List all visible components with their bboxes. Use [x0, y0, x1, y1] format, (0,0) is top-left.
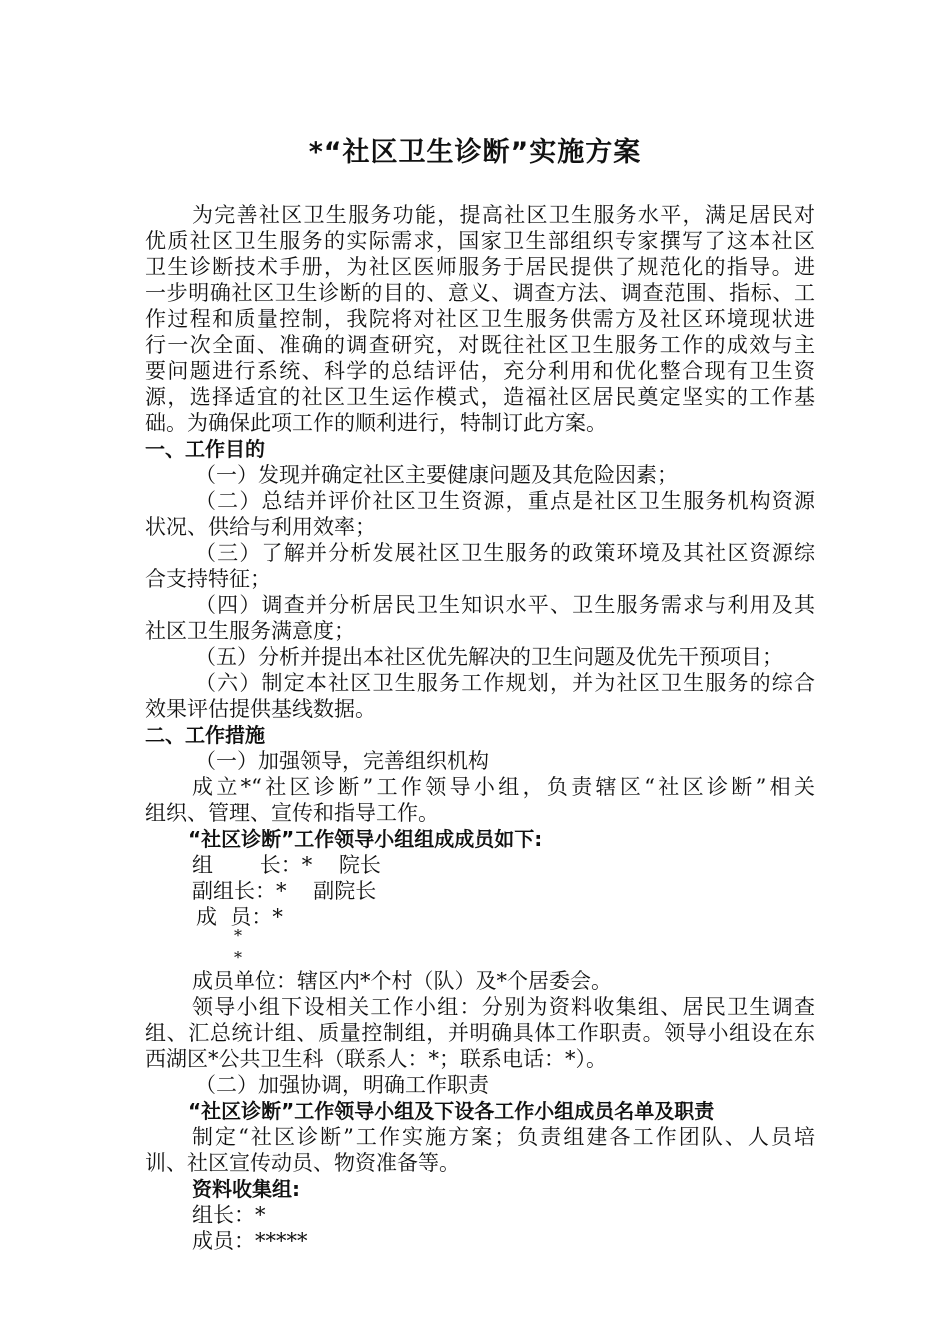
group-heading: 资料收集组:	[192, 1177, 300, 1201]
member-star: *	[234, 926, 242, 945]
objective-line: 社区卫生服务满意度；	[145, 619, 355, 643]
objective-line: （五）分析并提出本社区优先解决的卫生问题及优先干预项目；	[195, 645, 783, 669]
objective-line: （三）了解并分析发展社区卫生服务的政策环境及其社区资源综	[195, 541, 815, 565]
body-line: 成立*“社区诊断”工作领导小组，负责辖区“社区诊断”相关	[192, 775, 815, 799]
group-leader-line: 组长：*	[192, 1203, 266, 1227]
subsection-heading: （一）加强领导，完善组织机构	[195, 749, 489, 773]
intro-line: 要问题进行系统、科学的总结评估，充分利用和优化整合现有卫生资	[145, 359, 815, 383]
intro-line: 卫生诊断技术手册，为社区医师服务于居民提供了规范化的指导。进	[145, 255, 815, 279]
body-line: 西湖区*公共卫生科（联系人：*；联系电话：*）。	[145, 1047, 607, 1071]
deputy-line: 副组长：* 副院长	[192, 879, 377, 903]
intro-line: 行一次全面、准确的调查研究，对既往社区卫生服务工作的成效与主	[145, 333, 815, 357]
body-line: 组、汇总统计组、质量控制组，并明确具体工作职责。领导小组设在东	[145, 1021, 815, 1045]
intro-line: 源，选择适宜的社区卫生运作模式，造福社区居民奠定坚实的工作基	[145, 385, 815, 409]
objective-line: 合支持特征；	[145, 567, 271, 591]
objective-line: 状况、供给与利用效率；	[145, 515, 376, 539]
list-heading: “社区诊断”工作领导小组及下设各工作小组成员名单及职责	[188, 1099, 715, 1123]
document-title: *“社区卫生诊断”实施方案	[308, 137, 642, 168]
objective-line: （六）制定本社区卫生服务工作规划，并为社区卫生服务的综合	[195, 671, 815, 695]
objective-line: （一）发现并确定社区主要健康问题及其危险因素；	[195, 463, 678, 487]
intro-line: 一步明确社区卫生诊断的目的、意义、调查方法、调查范围、指标、工	[145, 281, 815, 305]
intro-line: 础。为确保此项工作的顺利进行，特制订此方案。	[145, 411, 607, 435]
group-members-line: 成员：*****	[192, 1229, 308, 1253]
members-line: 成 员：*	[196, 905, 283, 929]
intro-line: 优质社区卫生服务的实际需求，国家卫生部组织专家撰写了这本社区	[145, 229, 815, 253]
section-heading: 一、工作目的	[145, 437, 265, 461]
body-line: 训、社区宣传动员、物资准备等。	[145, 1151, 460, 1175]
objective-line: （四）调查并分析居民卫生知识水平、卫生服务需求与利用及其	[195, 593, 815, 617]
body-line: 领导小组下设相关工作小组：分别为资料收集组、居民卫生调查	[192, 995, 815, 1019]
member-star: *	[234, 948, 242, 967]
intro-line: 作过程和质量控制，我院将对社区卫生服务供需方及社区环境现状进	[145, 307, 815, 331]
section-heading: 二、工作措施	[145, 723, 265, 747]
members-heading: “社区诊断”工作领导小组组成成员如下:	[188, 827, 543, 851]
body-line: 制定“社区诊断”工作实施方案；负责组建各工作团队、人员培	[192, 1125, 815, 1149]
unit-line: 成员单位：辖区内*个村（队）及*个居委会。	[192, 969, 612, 993]
intro-line: 为完善社区卫生服务功能，提高社区卫生服务水平，满足居民对	[192, 203, 815, 227]
objective-line: （二）总结并评价社区卫生资源，重点是社区卫生服务机构资源	[195, 489, 815, 513]
objective-line: 效果评估提供基线数据。	[145, 697, 376, 721]
leader-line: 组 长：* 院长	[192, 853, 381, 877]
body-line: 组织、管理、宣传和指导工作。	[145, 801, 439, 825]
subsection-heading: （二）加强协调，明确工作职责	[195, 1073, 489, 1097]
